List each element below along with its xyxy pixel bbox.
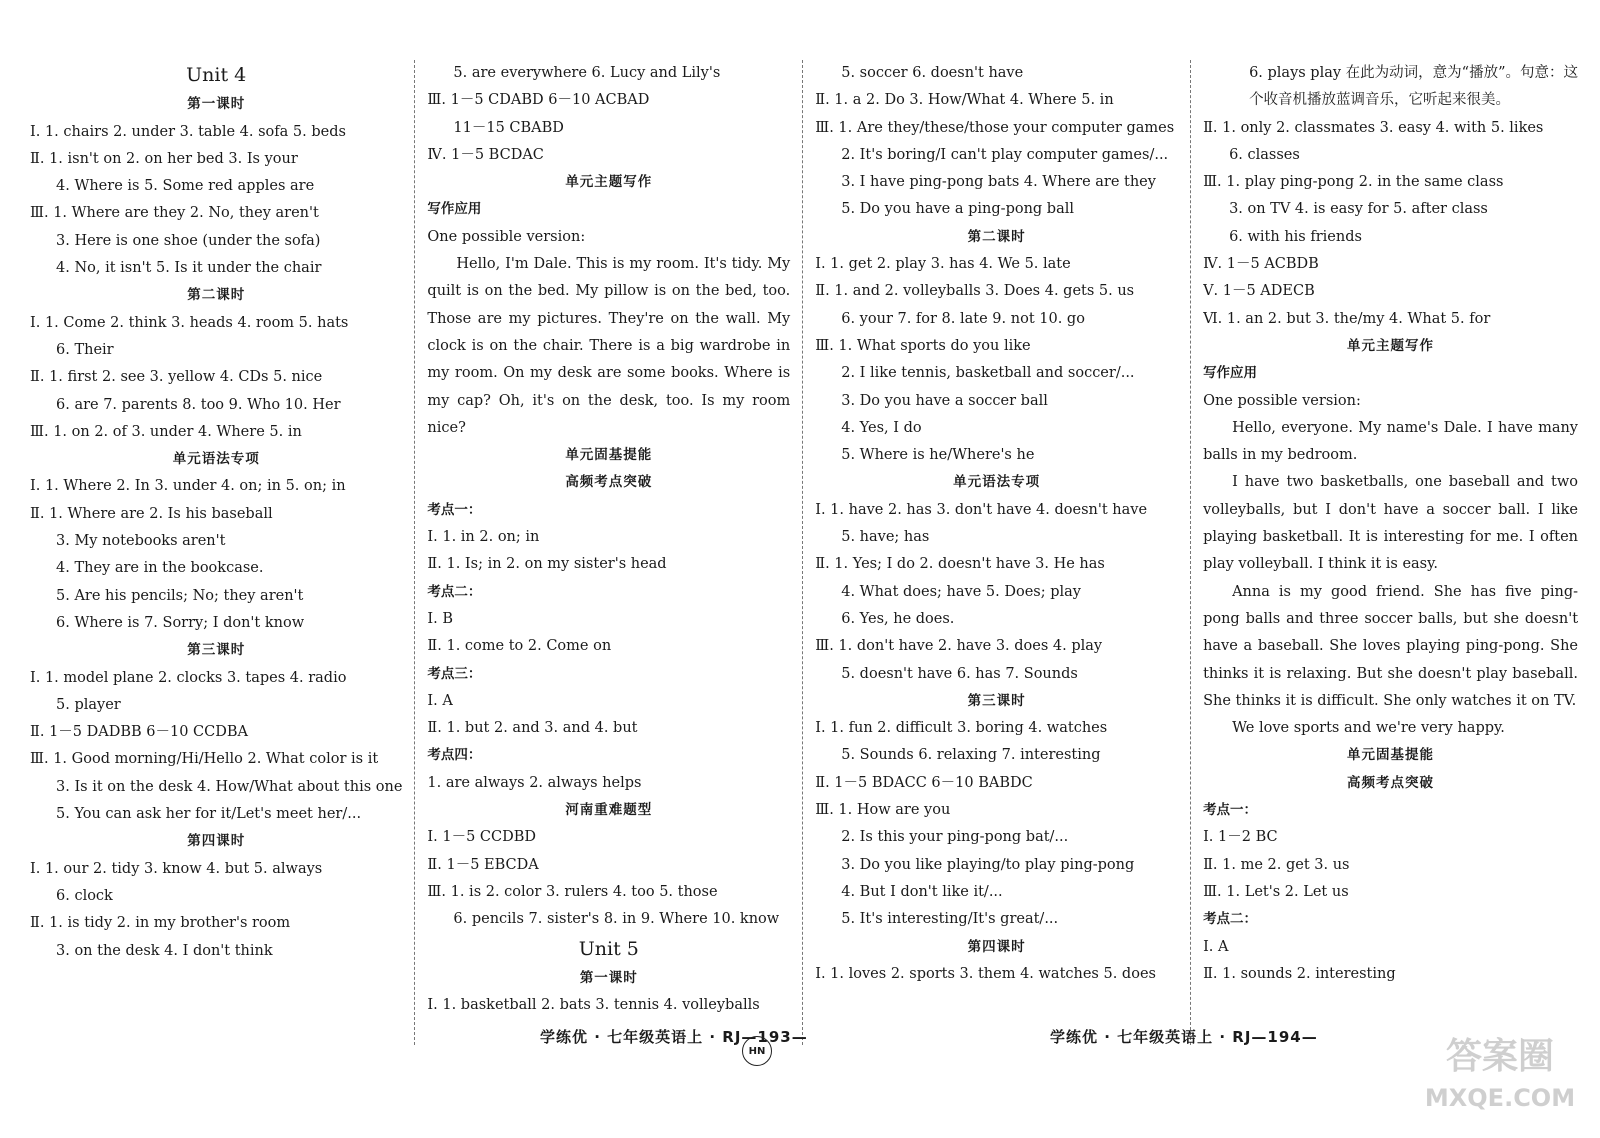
answer-line: 4. They are in the bookcase. (56, 560, 264, 577)
column-3 (802, 60, 1178, 1045)
answer-line: Ⅱ. 1－5 EBCDA (427, 856, 539, 873)
essay-paragraph: Anna is my good friend. She has five ping-pong balls and three soccer balls, but she doesn't have a baseball. She loves playing ping-pong. She thinks it is relaxing. But she doesn't play baseball. She thinks it is difficult. She only watches it on TV. (1203, 583, 1579, 709)
answer-line: Ⅱ. 1. first 2. see 3. yellow 4. CDs 5. nice (30, 369, 323, 386)
answer-line: 5. Are his pencils; No; they aren't (56, 587, 304, 604)
answer-line: Ⅰ. 1. Come 2. think 3. heads 4. room 5. hats (30, 314, 349, 331)
answer-line: 6. are 7. parents 8. too 9. Who 10. Her (56, 396, 341, 413)
subsection-label: 考点二： (427, 583, 482, 600)
answer-line: 5. are everywhere 6. Lucy and Lily's (453, 65, 721, 81)
answer-line: 4. What does; have 5. Does; play (841, 583, 1081, 600)
answer-line: Ⅰ. 1. loves 2. sports 3. them 4. watches 5. does (815, 965, 1156, 982)
watermark-top-text: 答案圈 (1445, 1036, 1555, 1077)
answer-line: Ⅰ. 1. get 2. play 3. has 4. We 5. late (815, 256, 1071, 273)
answer-line: 6. your 7. for 8. late 9. not 10. go (841, 310, 1085, 327)
answer-line: 5. You can ask her for it/Let's meet her/... (56, 806, 362, 823)
answer-key-spread (18, 60, 1578, 1045)
subsection-label: 考点三： (427, 665, 482, 682)
answer-line: Ⅰ. 1. basketball 2. bats 3. tennis 4. volleyballs (427, 997, 760, 1014)
column-2 (414, 60, 790, 1045)
answer-line: 2. Is this your ping-pong bat/... (841, 829, 1069, 846)
page-footer-right: 学练优 · 七年级英语上 · RJ—194— (1050, 1028, 1318, 1046)
answer-line: Ⅱ. 1. Where are 2. Is his baseball (30, 505, 273, 522)
answer-line: Ⅰ. B (427, 610, 454, 627)
answer-line: 6. Yes, he does. (841, 610, 955, 627)
answer-line: 6. Their (56, 341, 114, 358)
answer-line: Ⅱ. 1－5 BDACC 6－10 BABDC (815, 774, 1033, 791)
unit-title: Unit 5 (578, 937, 639, 960)
page-footer-left: 学练优 · 七年级英语上 · RJ—193— (540, 1028, 808, 1046)
section-heading: 单元语法专项 (172, 451, 260, 468)
answer-line: 3. Do you like playing/to play ping-pong (841, 856, 1135, 873)
answer-line: 2. I like tennis, basketball and soccer/... (841, 365, 1135, 382)
section-heading: 第一课时 (187, 96, 246, 113)
answer-line: Ⅲ. 1. Where are they 2. No, they aren't (30, 205, 319, 222)
section-heading: 第一课时 (579, 969, 638, 986)
answer-line: Ⅰ. 1. have 2. has 3. don't have 4. doesn't have (815, 501, 1148, 518)
answer-line: 5. soccer 6. doesn't have (841, 65, 1024, 81)
answer-line: 3. on TV 4. is easy for 5. after class (1229, 201, 1488, 218)
section-heading: 第四课时 (967, 938, 1026, 955)
section-heading: 第三课时 (967, 692, 1026, 709)
answer-line: 5. doesn't have 6. has 7. Sounds (841, 665, 1078, 682)
answer-line: 6. Where is 7. Sorry; I don't know (56, 614, 305, 631)
answer-line: Ⅰ. 1. Where 2. In 3. under 4. on; in 5. on; in (30, 478, 346, 495)
answer-line: Ⅲ. 1. What sports do you like (815, 337, 1031, 354)
answer-line: Ⅲ. 1. How are you (815, 802, 951, 819)
section-heading: 单元固基提能 (1347, 747, 1435, 764)
answer-line: 11－15 CBABD (453, 119, 564, 136)
answer-line: Ⅱ. 1. a 2. Do 3. How/What 4. Where 5. in (815, 92, 1114, 109)
section-heading: 单元主题写作 (565, 174, 653, 191)
answer-line: 5. player (56, 696, 121, 713)
answer-line: Ⅲ. 1. Let's 2. Let us (1203, 883, 1349, 900)
answer-line: 1. are always 2. always helps (427, 774, 642, 791)
answer-line: One possible version: (427, 228, 586, 245)
answer-line: 2. It's boring/I can't play computer games/... (841, 146, 1169, 163)
essay-paragraph: I have two basketballs, one baseball and two volleyballs, but I don't have a soccer ball. I like playing basketball. It is interesting for me. I often play volleyball. I think it is easy. (1203, 474, 1579, 573)
answer-line: 4. Yes, I do (841, 419, 922, 436)
column-4 (1190, 60, 1578, 1045)
answer-line: Ⅱ. 1. isn't on 2. on her bed 3. Is your (30, 150, 298, 167)
answer-line: Ⅵ. 1. an 2. but 3. the/my 4. What 5. for (1203, 310, 1491, 327)
subsection-label: 考点四： (427, 747, 482, 764)
answer-line: Ⅱ. 1. me 2. get 3. us (1203, 856, 1350, 873)
answer-line: Ⅰ. A (1203, 938, 1229, 955)
answer-line: 6. clock (56, 887, 113, 904)
essay-paragraph: Hello, I'm Dale. This is my room. It's tidy. My quilt is on the bed. My pillow is on the bed, too. Those are my pictures. They're on the wall. My clock is on the chair. There is a big wardrobe in my room. On my desk are some books. Where is my cap? Oh, it's on the desk, too. Is my room nice? (427, 256, 791, 436)
answer-line: Ⅱ. 1. come to 2. Come on (427, 638, 612, 655)
answer-line: Ⅳ. 1－5 BCDAC (427, 146, 544, 163)
answer-line: Ⅱ. 1. sounds 2. interesting (1203, 965, 1396, 982)
subsection-label: 考点二： (1203, 911, 1258, 928)
answer-line: One possible version: (1203, 392, 1361, 409)
section-heading: 单元语法专项 (953, 474, 1041, 491)
watermark-logo (1420, 1020, 1580, 1120)
answer-line: Ⅰ. 1. chairs 2. under 3. table 4. sofa 5. beds (30, 123, 346, 140)
answer-line: Ⅲ. 1. Are they/these/those your computer games (815, 119, 1175, 136)
answer-line: 6. with his friends (1229, 228, 1362, 245)
section-heading: 第二课时 (187, 287, 246, 304)
answer-line: 6. pencils 7. sister's 8. in 9. Where 10. know (453, 911, 780, 928)
watermark-bottom-text: MXQE.COM (1424, 1084, 1576, 1112)
answer-line: 3. Do you have a soccer ball (841, 392, 1048, 409)
answer-line: Ⅰ. 1. model plane 2. clocks 3. tapes 4. radio (30, 669, 347, 686)
hn-badge: HN (742, 1036, 772, 1066)
answer-line: Ⅰ. 1. in 2. on; in (427, 529, 540, 546)
essay-paragraph: We love sports and we're very happy. (1232, 720, 1505, 737)
section-heading: 第三课时 (187, 642, 246, 659)
answer-line: 5. Where is he/Where's he (841, 447, 1035, 464)
answer-line: Ⅴ. 1－5 ADECB (1203, 283, 1315, 300)
answer-line: 4. But I don't like it/... (841, 883, 1003, 900)
answer-line: Ⅲ. 1. don't have 2. have 3. does 4. play (815, 638, 1103, 655)
answer-line: Ⅱ. 1. and 2. volleyballs 3. Does 4. gets 5. us (815, 283, 1135, 300)
answer-line: Ⅲ. 1. Good morning/Hi/Hello 2. What color is it (30, 751, 379, 768)
answer-line: 3. on the desk 4. I don't think (56, 942, 273, 959)
section-heading: 河南重难题型 (565, 802, 653, 819)
answer-line: 3. Here is one shoe (under the sofa) (56, 232, 321, 249)
answer-line: 5. Do you have a ping-pong ball (841, 201, 1075, 218)
subsection-label: 考点一： (1203, 802, 1258, 819)
answer-line: Ⅰ. 1－5 CCDBD (427, 829, 537, 846)
answer-line: Ⅰ. A (427, 692, 453, 709)
section-heading: 单元主题写作 (1347, 337, 1435, 354)
unit-title: Unit 4 (186, 64, 247, 86)
answer-line: Ⅱ. 1. Is; in 2. on my sister's head (427, 556, 667, 573)
answer-line: 3. Is it on the desk 4. How/What about this one (56, 778, 403, 795)
section-heading: 第二课时 (967, 228, 1026, 245)
answer-line: Ⅰ. 1－2 BC (1203, 829, 1278, 846)
subsection-label: 写作应用 (427, 201, 482, 218)
answer-note: 6. plays play 在此为动词，意为“播放”。句意：这 (1249, 65, 1579, 81)
answer-line: 6. classes (1229, 146, 1300, 163)
answer-line: 3. My notebooks aren't (56, 533, 226, 550)
answer-line: 3. I have ping-pong bats 4. Where are they (841, 174, 1156, 191)
answer-line: Ⅲ. 1. on 2. of 3. under 4. Where 5. in (30, 423, 302, 440)
subsection-label: 写作应用 (1203, 365, 1258, 382)
answer-line: Ⅰ. 1. fun 2. difficult 3. boring 4. watches (815, 720, 1108, 737)
section-heading: 第四课时 (187, 833, 246, 850)
answer-line: Ⅳ. 1－5 ACBDB (1203, 256, 1319, 273)
answer-note: 个收音机播放蓝调音乐，它听起来很美。 (1249, 92, 1511, 109)
answer-line: Ⅲ. 1. is 2. color 3. rulers 4. too 5. those (427, 883, 718, 900)
answer-line: 4. No, it isn't 5. Is it under the chair (56, 260, 322, 277)
section-heading: 高频考点突破 (565, 474, 653, 491)
answer-line: Ⅱ. 1. is tidy 2. in my brother's room (30, 915, 291, 932)
section-heading: 高频考点突破 (1347, 774, 1435, 791)
answer-line: Ⅱ. 1. Yes; I do 2. doesn't have 3. He has (815, 556, 1105, 573)
subsection-label: 考点一： (427, 501, 482, 518)
section-heading: 单元固基提能 (565, 447, 653, 464)
answer-line: Ⅱ. 1. but 2. and 3. and 4. but (427, 720, 638, 737)
answer-line: 4. Where is 5. Some red apples are (56, 178, 315, 195)
answer-line: Ⅰ. 1. our 2. tidy 3. know 4. but 5. always (30, 860, 323, 877)
essay-paragraph: Hello, everyone. My name's Dale. I have many balls in my bedroom. (1203, 419, 1579, 464)
answer-line: 5. It's interesting/It's great/... (841, 911, 1059, 928)
answer-line: 5. have; has (841, 529, 930, 546)
answer-line: Ⅱ. 1. only 2. classmates 3. easy 4. with 5. likes (1203, 119, 1544, 136)
answer-line: Ⅱ. 1－5 DADBB 6－10 CCDBA (30, 724, 249, 741)
answer-line: 5. Sounds 6. relaxing 7. interesting (841, 747, 1101, 764)
answer-line: Ⅲ. 1. play ping-pong 2. in the same class (1203, 174, 1504, 191)
column-1 (18, 60, 402, 1045)
answer-line: Ⅲ. 1－5 CDABD 6－10 ACBAD (427, 92, 650, 109)
